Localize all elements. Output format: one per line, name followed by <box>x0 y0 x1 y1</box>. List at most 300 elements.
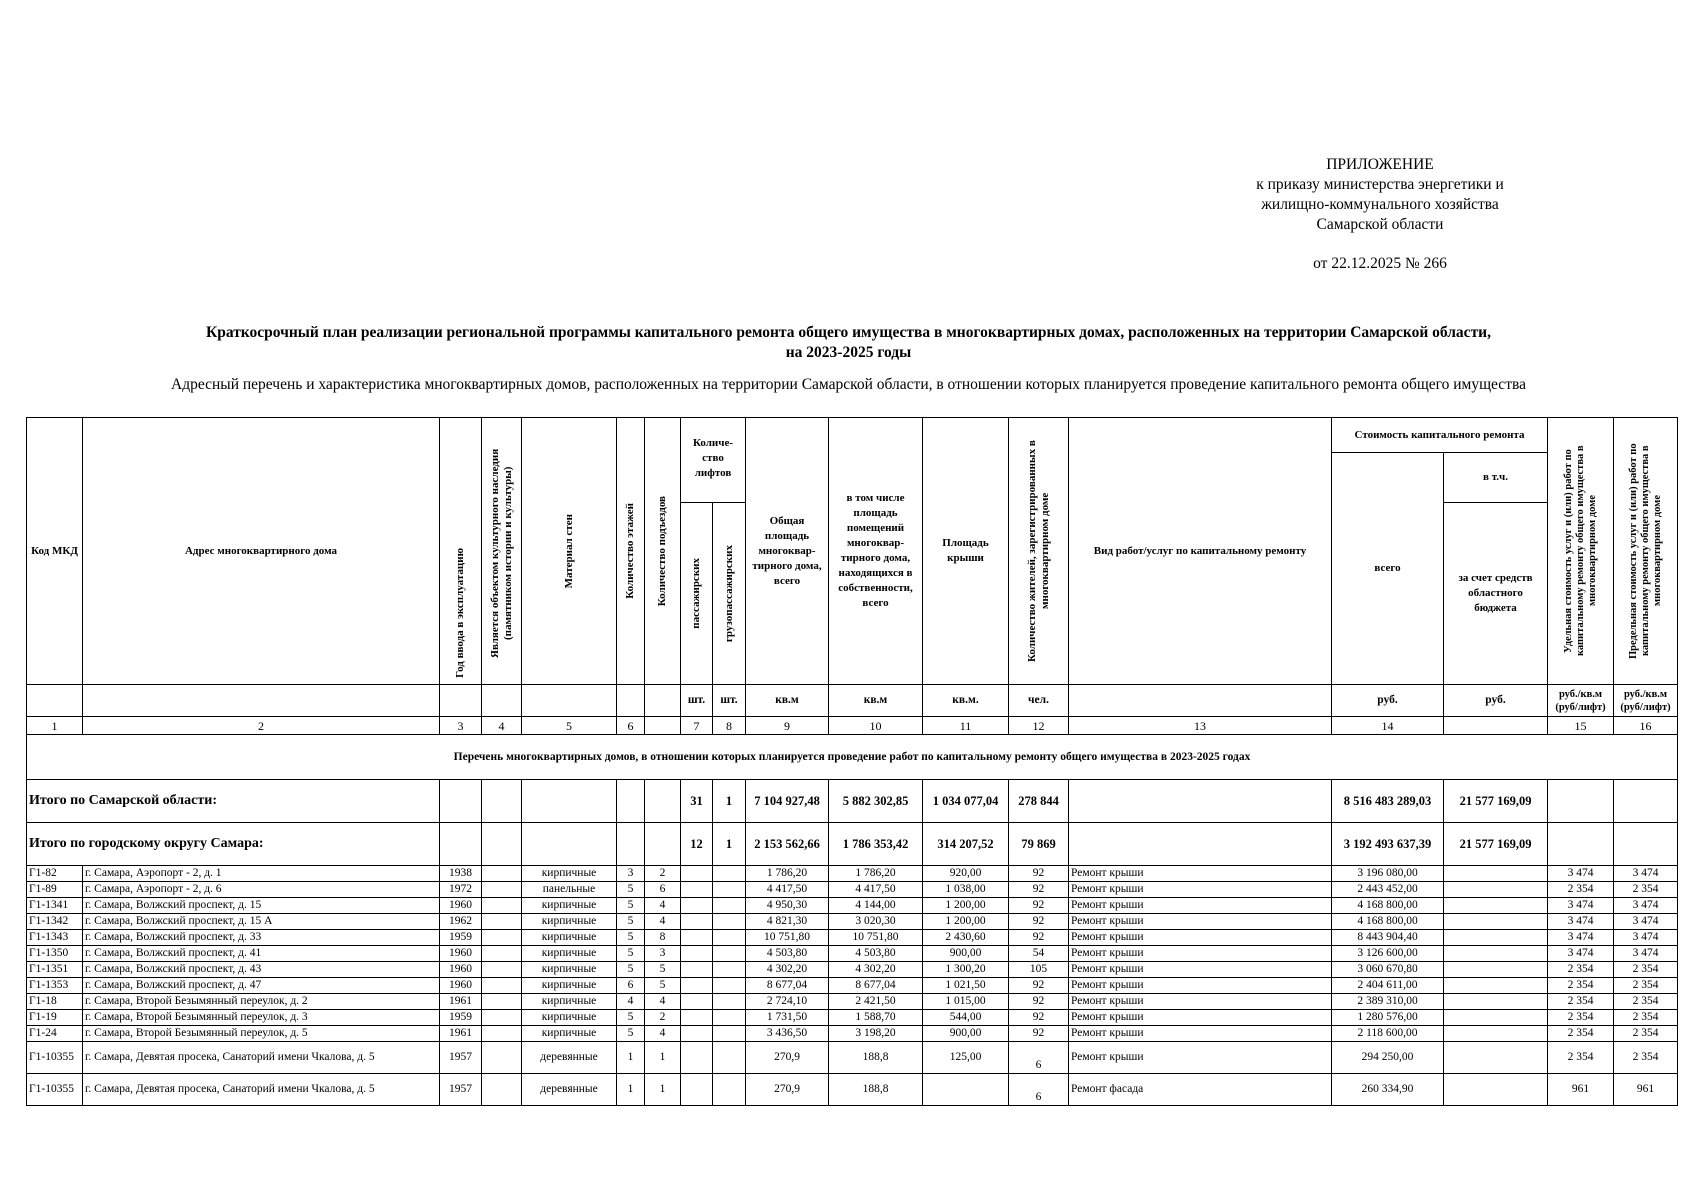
cell-heritage <box>482 930 522 946</box>
total-cost-regional: 21 577 169,09 <box>1444 780 1548 823</box>
cell-cost-regional <box>1444 1042 1548 1074</box>
total-lifts-passenger: 31 <box>681 780 713 823</box>
cell-year: 1961 <box>440 1026 482 1042</box>
cell-work-type: Ремонт крыши <box>1069 962 1332 978</box>
cell-limit-cost: 2 354 <box>1614 882 1678 898</box>
cell-work-type: Ремонт крыши <box>1069 946 1332 962</box>
cell-lifts-cargo <box>713 946 746 962</box>
total-cost: 8 516 483 289,03 <box>1332 780 1444 823</box>
cell-cost-total: 2 389 310,00 <box>1332 994 1444 1010</box>
header-lifts-cargo-text: грузопассажирских <box>722 544 735 643</box>
cell-entrances: 4 <box>645 1026 681 1042</box>
column-number: 14 <box>1332 717 1444 735</box>
cell-owned-area: 4 503,80 <box>829 946 923 962</box>
cell-limit-cost: 2 354 <box>1614 978 1678 994</box>
cell-floors: 5 <box>617 946 645 962</box>
table-row <box>27 978 1678 994</box>
empty-cell <box>1069 823 1332 866</box>
cell-total-area: 4 503,80 <box>746 946 829 962</box>
unit-rub-per-sqm: руб./кв.м (руб/лифт) <box>1614 685 1678 717</box>
cell-floors: 5 <box>617 930 645 946</box>
column-number: 7 <box>681 717 713 735</box>
table-row <box>27 930 1678 946</box>
empty-cell <box>1548 823 1614 866</box>
cell-material: кирпичные <box>522 946 617 962</box>
cell-total-area: 4 950,30 <box>746 898 829 914</box>
cell-heritage <box>482 882 522 898</box>
cell-unit-cost: 2 354 <box>1548 1042 1614 1074</box>
cell-heritage <box>482 1026 522 1042</box>
cell-year: 1960 <box>440 962 482 978</box>
total-roof-area: 314 207,52 <box>923 823 1009 866</box>
cell-cost-regional <box>1444 914 1548 930</box>
cell-total-area: 1 786,20 <box>746 866 829 882</box>
cell-material: кирпичные <box>522 994 617 1010</box>
empty-cell <box>1069 780 1332 823</box>
cell-year: 1957 <box>440 1042 482 1074</box>
cell-limit-cost: 3 474 <box>1614 866 1678 882</box>
header-total-area: Общая площадь многоквар-тирного дома, всего <box>746 418 829 685</box>
header-unit-cost-text: Удельная стоимость услуг и (или) работ по капитальному ремонту общего имущества в многоквартирном доме <box>1562 445 1598 657</box>
cell-code: Г1-1351 <box>27 962 83 978</box>
total-owned-area: 5 882 302,85 <box>829 780 923 823</box>
total-area: 2 153 562,66 <box>746 823 829 866</box>
cell-address: г. Самара, Второй Безымянный переулок, д. 3 <box>83 1010 440 1026</box>
header-entrances <box>645 418 681 685</box>
cell-limit-cost: 3 474 <box>1614 946 1678 962</box>
cell-material: кирпичные <box>522 930 617 946</box>
total-row <box>27 823 1678 866</box>
cell-floors: 5 <box>617 898 645 914</box>
column-number: 13 <box>1069 717 1332 735</box>
cell-lifts-passenger <box>681 1042 713 1074</box>
cell-owned-area: 1 786,20 <box>829 866 923 882</box>
table-row <box>27 1042 1678 1074</box>
cell-code: Г1-1342 <box>27 914 83 930</box>
cell-cost-total: 3 126 600,00 <box>1332 946 1444 962</box>
cell-lifts-cargo <box>713 1026 746 1042</box>
header-material <box>522 418 617 685</box>
cell-material: кирпичные <box>522 962 617 978</box>
cell-lifts-passenger <box>681 1026 713 1042</box>
table-header <box>27 418 1678 735</box>
header-work-type: Вид работ/услуг по капитальному ремонту <box>1069 418 1332 685</box>
cell-entrances: 2 <box>645 866 681 882</box>
appendix-title: ПРИЛОЖЕНИЕ <box>1326 156 1434 173</box>
cell-heritage <box>482 866 522 882</box>
header-lifts-passenger <box>681 503 713 685</box>
column-number: 5 <box>522 717 617 735</box>
document-subtitle: Адресный перечень и характеристика многоквартирных домов, расположенных на территории Самарской области, в отношении которых планируется проведение капитального ремонта общего имущества <box>171 376 1526 393</box>
cell-residents: 54 <box>1009 946 1069 962</box>
cell-lifts-passenger <box>681 882 713 898</box>
cell-heritage <box>482 914 522 930</box>
cell-address: г. Самара, Девятая просека, Санаторий имени Чкалова, д. 5 <box>83 1042 440 1074</box>
table-row <box>27 994 1678 1010</box>
cell-heritage <box>482 898 522 914</box>
cell-code: Г1-82 <box>27 866 83 882</box>
cell-work-type: Ремонт крыши <box>1069 866 1332 882</box>
cell-work-type: Ремонт крыши <box>1069 994 1332 1010</box>
cell-unit-cost: 3 474 <box>1548 914 1614 930</box>
cell-owned-area: 4 302,20 <box>829 962 923 978</box>
cell-owned-area: 8 677,04 <box>829 978 923 994</box>
table-row <box>27 1026 1678 1042</box>
cell-year: 1960 <box>440 978 482 994</box>
appendix-date: от 22.12.2025 № 266 <box>1313 255 1447 272</box>
appendix-block <box>1230 155 1530 274</box>
cell-total-area: 270,9 <box>746 1074 829 1106</box>
table-body <box>27 735 1678 1106</box>
header-unit-cost <box>1548 418 1614 685</box>
cell-work-type: Ремонт крыши <box>1069 1026 1332 1042</box>
cell-address: г. Самара, Волжский проспект, д. 15 <box>83 898 440 914</box>
unit-sqm: кв.м. <box>923 685 1009 717</box>
cell-limit-cost: 961 <box>1614 1074 1678 1106</box>
column-number: 15 <box>1548 717 1614 735</box>
header-address: Адрес многоквартирного дома <box>83 418 440 685</box>
cell-unit-cost: 961 <box>1548 1074 1614 1106</box>
cell-address: г. Самара, Аэропорт - 2, д. 6 <box>83 882 440 898</box>
table-row <box>27 882 1678 898</box>
cell-code: Г1-1343 <box>27 930 83 946</box>
cell-cost-regional <box>1444 898 1548 914</box>
column-number <box>645 717 681 735</box>
cell-year: 1960 <box>440 946 482 962</box>
header-lifts-cargo <box>713 503 746 685</box>
column-number: 3 <box>440 717 482 735</box>
column-number: 8 <box>713 717 746 735</box>
unit-rub-per-sqm: руб./кв.м (руб/лифт) <box>1548 685 1614 717</box>
cell-material: кирпичные <box>522 978 617 994</box>
cell-total-area: 4 821,30 <box>746 914 829 930</box>
cell-lifts-passenger <box>681 1074 713 1106</box>
cell-owned-area: 2 421,50 <box>829 994 923 1010</box>
cell-limit-cost: 2 354 <box>1614 1010 1678 1026</box>
cell-material: панельные <box>522 882 617 898</box>
cell-limit-cost: 3 474 <box>1614 898 1678 914</box>
cell-cost-total: 2 118 600,00 <box>1332 1026 1444 1042</box>
column-number: 11 <box>923 717 1009 735</box>
cell-total-area: 4 417,50 <box>746 882 829 898</box>
cell-code: Г1-24 <box>27 1026 83 1042</box>
cell-total-area: 4 302,20 <box>746 962 829 978</box>
header-lifts-passenger-text: пассажирских <box>690 558 702 629</box>
cell-unit-cost: 2 354 <box>1548 1010 1614 1026</box>
cell-cost-total: 2 443 452,00 <box>1332 882 1444 898</box>
cell-unit-cost: 2 354 <box>1548 962 1614 978</box>
appendix-line: Самарской области <box>1316 216 1444 233</box>
cell-owned-area: 4 144,00 <box>829 898 923 914</box>
cell-entrances: 1 <box>645 1042 681 1074</box>
cell-cost-total: 3 196 080,00 <box>1332 866 1444 882</box>
cell-floors: 5 <box>617 882 645 898</box>
cell-roof-area: 1 200,00 <box>923 914 1009 930</box>
empty-cell <box>1614 780 1678 823</box>
cell-work-type: Ремонт крыши <box>1069 914 1332 930</box>
cell-lifts-passenger <box>681 994 713 1010</box>
cell-work-type: Ремонт крыши <box>1069 882 1332 898</box>
cell-year: 1972 <box>440 882 482 898</box>
empty-cell <box>522 823 617 866</box>
total-roof-area: 1 034 077,04 <box>923 780 1009 823</box>
cell-material: кирпичные <box>522 1026 617 1042</box>
table-row <box>27 866 1678 882</box>
cell-unit-cost: 3 474 <box>1548 930 1614 946</box>
cell-limit-cost: 3 474 <box>1614 914 1678 930</box>
cell-floors: 5 <box>617 1010 645 1026</box>
cell-material: деревянные <box>522 1074 617 1106</box>
unit-pcs: шт. <box>681 685 713 717</box>
cell-unit-cost: 2 354 <box>1548 1026 1614 1042</box>
cell-heritage <box>482 1042 522 1074</box>
cell-floors: 6 <box>617 978 645 994</box>
cell-entrances: 4 <box>645 994 681 1010</box>
header-heritage <box>482 418 522 685</box>
header-year-text: Год ввода в эксплуатацию <box>454 548 466 678</box>
header-cost: Стоимость капитального ремонта <box>1332 418 1548 453</box>
table-row <box>27 1074 1678 1106</box>
header-floors <box>617 418 645 685</box>
cell-total-area: 8 677,04 <box>746 978 829 994</box>
header-cost-total: всего <box>1332 453 1444 685</box>
empty-cell <box>645 823 681 866</box>
unit-rub: руб. <box>1332 685 1444 717</box>
cell-cost-regional <box>1444 930 1548 946</box>
table-row <box>27 914 1678 930</box>
cell-owned-area: 3 020,30 <box>829 914 923 930</box>
cell-work-type: Ремонт крыши <box>1069 930 1332 946</box>
total-cost: 3 192 493 637,39 <box>1332 823 1444 866</box>
cell-lifts-cargo <box>713 866 746 882</box>
total-area: 7 104 927,48 <box>746 780 829 823</box>
cell-address: г. Самара, Второй Безымянный переулок, д. 2 <box>83 994 440 1010</box>
total-label: Итого по Самарской области: <box>27 780 440 823</box>
cell-address: г. Самара, Девятая просека, Санаторий имени Чкалова, д. 5 <box>83 1074 440 1106</box>
header-limit-cost-text: Предельная стоимость услуг и (или) работ по капитальному ремонту общего имущества в многоквартирном доме <box>1627 443 1663 659</box>
cell-residents: 92 <box>1009 898 1069 914</box>
cell-residents: 92 <box>1009 866 1069 882</box>
section-title: Перечень многоквартирных домов, в отношении которых планируется проведение работ по капитальному ремонту общего имущества в 2023-2025 годах <box>27 735 1678 780</box>
cell-limit-cost: 3 474 <box>1614 930 1678 946</box>
cell-roof-area: 125,00 <box>923 1042 1009 1074</box>
cell-heritage <box>482 946 522 962</box>
cell-work-type: Ремонт фасада <box>1069 1074 1332 1106</box>
cell-total-area: 1 731,50 <box>746 1010 829 1026</box>
total-label: Итого по городскому округу Самара: <box>27 823 440 866</box>
cell-material: деревянные <box>522 1042 617 1074</box>
cell-cost-total: 294 250,00 <box>1332 1042 1444 1074</box>
document-title-line: Краткосрочный план реализации региональной программы капитального ремонта общего имущества в многоквартирных домах, расположенных на территории Самарской области, <box>205 324 1491 341</box>
cell-limit-cost: 2 354 <box>1614 1042 1678 1074</box>
cell-lifts-cargo <box>713 930 746 946</box>
cell-floors: 1 <box>617 1042 645 1074</box>
total-owned-area: 1 786 353,42 <box>829 823 923 866</box>
cell-cost-total: 2 404 611,00 <box>1332 978 1444 994</box>
unit-pcs: шт. <box>713 685 746 717</box>
cell-roof-area: 1 021,50 <box>923 978 1009 994</box>
cell-floors: 5 <box>617 962 645 978</box>
cell-total-area: 3 436,50 <box>746 1026 829 1042</box>
empty-cell <box>522 780 617 823</box>
unit-sqm: кв.м <box>829 685 923 717</box>
empty-cell <box>482 780 522 823</box>
cell-residents: 6 <box>1009 1074 1069 1106</box>
cell-cost-regional <box>1444 1026 1548 1042</box>
total-lifts-passenger: 12 <box>681 823 713 866</box>
cell-heritage <box>482 1010 522 1026</box>
cell-code: Г1-10355 <box>27 1042 83 1074</box>
cell-cost-regional <box>1444 1010 1548 1026</box>
cell-residents: 6 <box>1009 1042 1069 1074</box>
total-residents: 79 869 <box>1009 823 1069 866</box>
cell-lifts-cargo <box>713 978 746 994</box>
cell-heritage <box>482 978 522 994</box>
header-cost-incl: в т.ч. <box>1444 453 1548 503</box>
cell-year: 1938 <box>440 866 482 882</box>
cell-work-type: Ремонт крыши <box>1069 978 1332 994</box>
cell-lifts-cargo <box>713 1074 746 1106</box>
column-number: 12 <box>1009 717 1069 735</box>
cell-cost-total: 4 168 800,00 <box>1332 914 1444 930</box>
cell-roof-area: 544,00 <box>923 1010 1009 1026</box>
cell-owned-area: 3 198,20 <box>829 1026 923 1042</box>
cell-residents: 105 <box>1009 962 1069 978</box>
cell-lifts-cargo <box>713 994 746 1010</box>
cell-year: 1959 <box>440 930 482 946</box>
cell-unit-cost: 3 474 <box>1548 866 1614 882</box>
total-residents: 278 844 <box>1009 780 1069 823</box>
cell-total-area: 270,9 <box>746 1042 829 1074</box>
cell-heritage <box>482 1074 522 1106</box>
cell-roof-area: 900,00 <box>923 1026 1009 1042</box>
cell-floors: 4 <box>617 994 645 1010</box>
cell-address: г. Самара, Волжский проспект, д. 43 <box>83 962 440 978</box>
cell-entrances: 4 <box>645 898 681 914</box>
header-roof-area: Площадь крыши <box>923 418 1009 685</box>
header-residents <box>1009 418 1069 685</box>
cell-entrances: 8 <box>645 930 681 946</box>
cell-roof-area: 1 038,00 <box>923 882 1009 898</box>
cell-unit-cost: 2 354 <box>1548 882 1614 898</box>
cell-lifts-cargo <box>713 1042 746 1074</box>
cell-lifts-passenger <box>681 930 713 946</box>
header-residents-text: Количество жителей, зарегистрированных в многоквартирном доме <box>1025 440 1051 662</box>
cell-owned-area: 188,8 <box>829 1042 923 1074</box>
cell-year: 1957 <box>440 1074 482 1106</box>
cell-owned-area: 1 588,70 <box>829 1010 923 1026</box>
table-row <box>27 898 1678 914</box>
empty-cell <box>617 780 645 823</box>
column-number <box>1444 717 1548 735</box>
cell-owned-area: 10 751,80 <box>829 930 923 946</box>
cell-heritage <box>482 962 522 978</box>
cell-owned-area: 188,8 <box>829 1074 923 1106</box>
cell-lifts-passenger <box>681 1010 713 1026</box>
empty-cell <box>482 823 522 866</box>
cell-code: Г1-1341 <box>27 898 83 914</box>
cell-cost-total: 4 168 800,00 <box>1332 898 1444 914</box>
cell-lifts-passenger <box>681 914 713 930</box>
cell-work-type: Ремонт крыши <box>1069 898 1332 914</box>
cell-cost-regional <box>1444 962 1548 978</box>
document-title-line: на 2023-2025 годы <box>785 344 912 361</box>
cell-lifts-passenger <box>681 978 713 994</box>
cell-code: Г1-1353 <box>27 978 83 994</box>
cell-roof-area: 2 430,60 <box>923 930 1009 946</box>
cell-unit-cost: 2 354 <box>1548 978 1614 994</box>
column-number: 2 <box>83 717 440 735</box>
unit-sqm: кв.м <box>746 685 829 717</box>
total-lifts-cargo: 1 <box>713 780 746 823</box>
cell-entrances: 2 <box>645 1010 681 1026</box>
cell-roof-area: 1 015,00 <box>923 994 1009 1010</box>
cell-total-area: 2 724,10 <box>746 994 829 1010</box>
cell-code: Г1-18 <box>27 994 83 1010</box>
cell-address: г. Самара, Волжский проспект, д. 15 А <box>83 914 440 930</box>
cell-material: кирпичные <box>522 866 617 882</box>
total-lifts-cargo: 1 <box>713 823 746 866</box>
cell-address: г. Самара, Волжский проспект, д. 33 <box>83 930 440 946</box>
total-row <box>27 780 1678 823</box>
cell-limit-cost: 2 354 <box>1614 994 1678 1010</box>
cell-entrances: 5 <box>645 962 681 978</box>
empty-cell <box>1614 823 1678 866</box>
empty-cell <box>440 823 482 866</box>
cell-lifts-passenger <box>681 962 713 978</box>
cell-year: 1961 <box>440 994 482 1010</box>
cell-address: г. Самара, Волжский проспект, д. 47 <box>83 978 440 994</box>
cell-lifts-cargo <box>713 898 746 914</box>
cell-limit-cost: 2 354 <box>1614 962 1678 978</box>
cell-cost-regional <box>1444 1074 1548 1106</box>
header-material-text: Материал стен <box>562 513 575 589</box>
cell-lifts-cargo <box>713 882 746 898</box>
cell-code: Г1-1350 <box>27 946 83 962</box>
empty-cell <box>1548 780 1614 823</box>
column-number: 6 <box>617 717 645 735</box>
cell-cost-total: 1 280 576,00 <box>1332 1010 1444 1026</box>
cell-roof-area <box>923 1074 1009 1106</box>
cell-code: Г1-19 <box>27 1010 83 1026</box>
document-title <box>60 323 1637 363</box>
cell-total-area: 10 751,80 <box>746 930 829 946</box>
cell-floors: 5 <box>617 914 645 930</box>
cell-cost-total: 8 443 904,40 <box>1332 930 1444 946</box>
cell-cost-regional <box>1444 978 1548 994</box>
cell-lifts-passenger <box>681 866 713 882</box>
cell-cost-total: 260 334,90 <box>1332 1074 1444 1106</box>
header-limit-cost <box>1614 418 1678 685</box>
column-number: 9 <box>746 717 829 735</box>
cell-work-type: Ремонт крыши <box>1069 1010 1332 1026</box>
cell-floors: 1 <box>617 1074 645 1106</box>
cell-address: г. Самара, Аэропорт - 2, д. 1 <box>83 866 440 882</box>
column-number: 16 <box>1614 717 1678 735</box>
cell-entrances: 4 <box>645 914 681 930</box>
cell-code: Г1-89 <box>27 882 83 898</box>
cell-limit-cost: 2 354 <box>1614 1026 1678 1042</box>
cell-residents: 92 <box>1009 1026 1069 1042</box>
cell-residents: 92 <box>1009 1010 1069 1026</box>
cell-unit-cost: 3 474 <box>1548 898 1614 914</box>
cell-cost-regional <box>1444 866 1548 882</box>
header-owned-area: в том числе площадь помещений многоквар-тирного дома, находящихся в собственности, всего <box>829 418 923 685</box>
total-cost-regional: 21 577 169,09 <box>1444 823 1548 866</box>
empty-cell <box>617 823 645 866</box>
repair-plan-table <box>26 417 1678 1106</box>
header-heritage-text: Является объектом культурного наследия (памятником истории и культуры) <box>488 448 514 658</box>
